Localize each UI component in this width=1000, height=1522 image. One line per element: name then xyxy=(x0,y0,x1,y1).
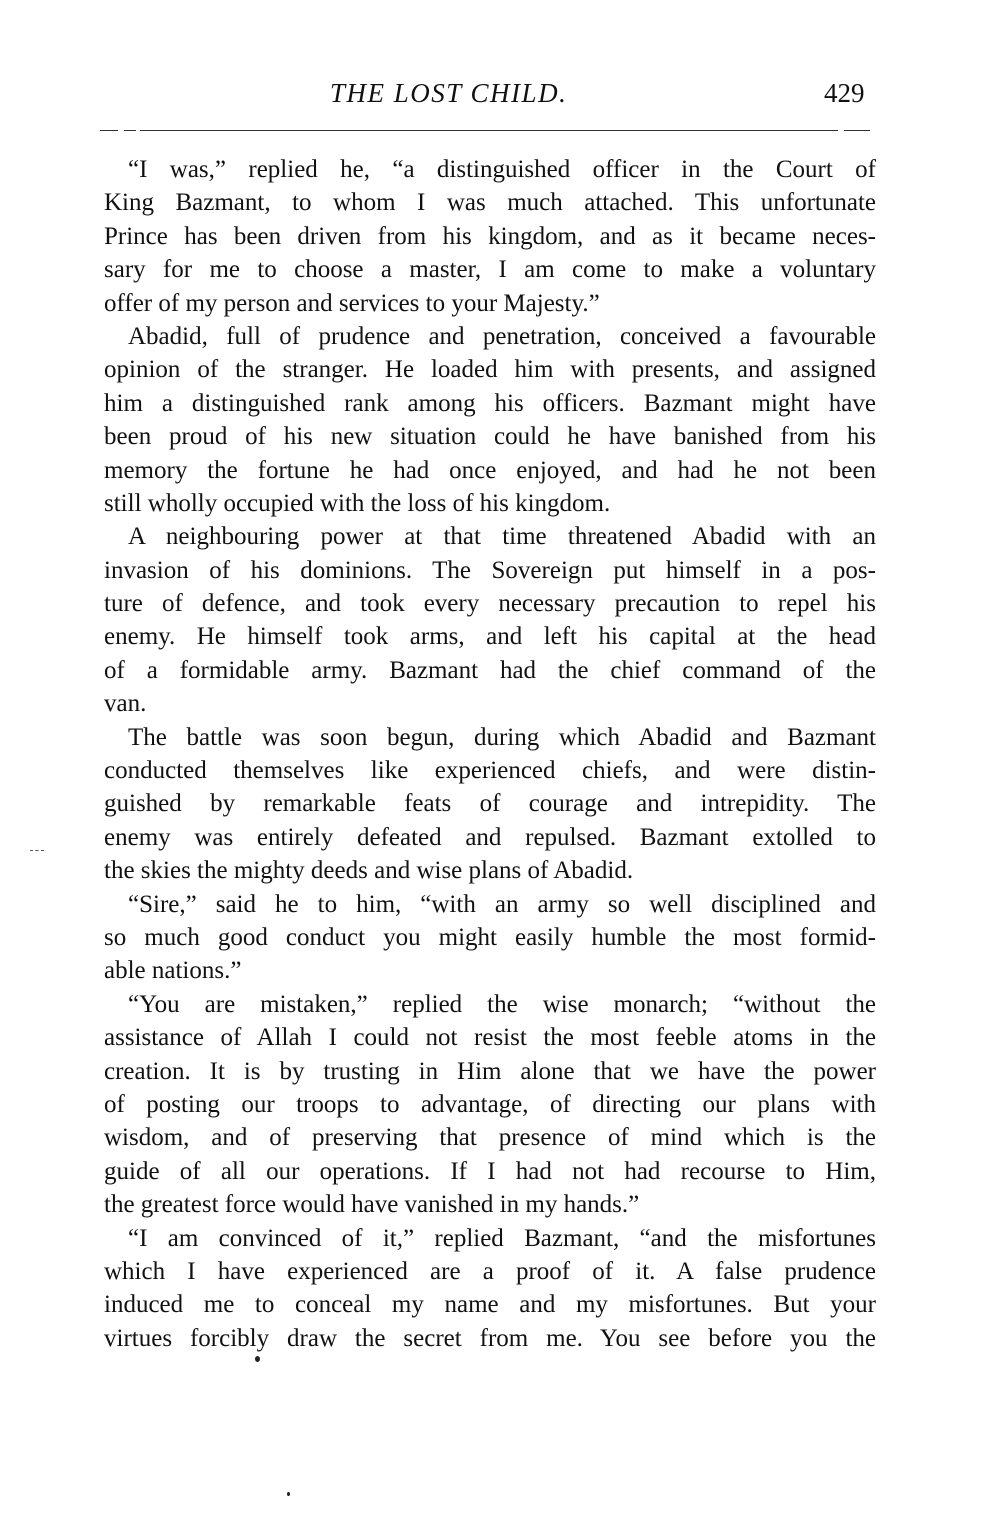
text-line: him a distinguished rank among his officers. Bazmant might have xyxy=(104,389,876,417)
paragraph xyxy=(104,1222,876,1356)
ink-speck xyxy=(287,1492,290,1496)
text-line: conducted themselves like experienced chiefs, and were distin- xyxy=(104,757,876,785)
body-text xyxy=(104,153,876,1355)
page-number: 429 xyxy=(824,78,865,108)
text-line: the skies the mighty deeds and wise plans of Abadid. xyxy=(104,857,634,885)
text-line: of posting our troops to advantage, of directing our plans with xyxy=(104,1090,876,1118)
text-line: assistance of Allah I could not resist the most feeble atoms in the xyxy=(104,1024,876,1052)
text-line: “I am convinced of it,” replied Bazmant, “and the misfortunes xyxy=(128,1224,876,1252)
running-title: THE LOST CHILD. xyxy=(330,78,568,108)
text-line: van. xyxy=(104,690,147,718)
margin-mark xyxy=(30,850,44,851)
text-line: offer of my person and services to your Majesty.” xyxy=(104,289,600,317)
text-line: which I have experienced are a proof of it. A false prudence xyxy=(104,1257,876,1285)
text-line: been proud of his new situation could he have banished from his xyxy=(104,423,876,451)
ink-speck xyxy=(255,1356,260,1362)
text-line: The battle was soon begun, during which Abadid and Bazmant xyxy=(128,723,876,751)
text-line: induced me to conceal my name and my misfortunes. But your xyxy=(104,1291,876,1319)
text-line: A neighbouring power at that time threatened Abadid with an xyxy=(128,523,876,551)
text-line: virtues forcibly draw the secret from me. You see before you the xyxy=(104,1324,876,1352)
text-line: ture of defence, and took every necessary precaution to repel his xyxy=(104,590,876,618)
header-rule-gap xyxy=(118,128,124,133)
header-rule-gap xyxy=(136,128,140,133)
text-line: Abadid, full of prudence and penetration, conceived a favourable xyxy=(128,322,876,350)
text-line: Prince has been driven from his kingdom, and as it became neces- xyxy=(104,222,876,250)
text-line: “You are mistaken,” replied the wise monarch; “without the xyxy=(128,990,876,1018)
header-rule-gap xyxy=(838,128,844,133)
text-line: of a formidable army. Bazmant had the chief command of the xyxy=(104,656,876,684)
text-line: guished by remarkable feats of courage and intrepidity. The xyxy=(104,790,876,818)
text-line: able nations.” xyxy=(104,957,242,985)
paragraph xyxy=(104,721,876,888)
paragraph xyxy=(104,888,876,988)
text-line: still wholly occupied with the loss of his kingdom. xyxy=(104,489,611,517)
header-rule xyxy=(100,130,870,131)
paragraph xyxy=(104,153,876,320)
running-head xyxy=(0,78,1000,118)
text-line: opinion of the stranger. He loaded him with presents, and assigned xyxy=(104,356,876,384)
text-line: invasion of his dominions. The Sovereign put himself in a pos- xyxy=(104,556,876,584)
text-line: sary for me to choose a master, I am come to make a voluntary xyxy=(104,256,876,284)
text-line: King Bazmant, to whom I was much attached. This unfortunate xyxy=(104,189,876,217)
paragraph xyxy=(104,320,876,520)
text-line: wisdom, and of preserving that presence of mind which is the xyxy=(104,1124,876,1152)
text-line: so much good conduct you might easily humble the most formid- xyxy=(104,923,876,951)
text-line: “Sire,” said he to him, “with an army so well disciplined and xyxy=(128,890,876,918)
text-line: enemy. He himself took arms, and left his capital at the head xyxy=(104,623,876,651)
text-line: creation. It is by trusting in Him alone that we have the power xyxy=(104,1057,876,1085)
paragraph xyxy=(104,988,876,1222)
text-line: enemy was entirely defeated and repulsed. Bazmant extolled to xyxy=(104,823,876,851)
paragraph xyxy=(104,520,876,720)
text-line: guide of all our operations. If I had not had recourse to Him, xyxy=(104,1157,876,1185)
text-line: the greatest force would have vanished in my hands.” xyxy=(104,1191,640,1219)
text-line: memory the fortune he had once enjoyed, and had he not been xyxy=(104,456,876,484)
text-line: “I was,” replied he, “a distinguished officer in the Court of xyxy=(128,156,876,183)
